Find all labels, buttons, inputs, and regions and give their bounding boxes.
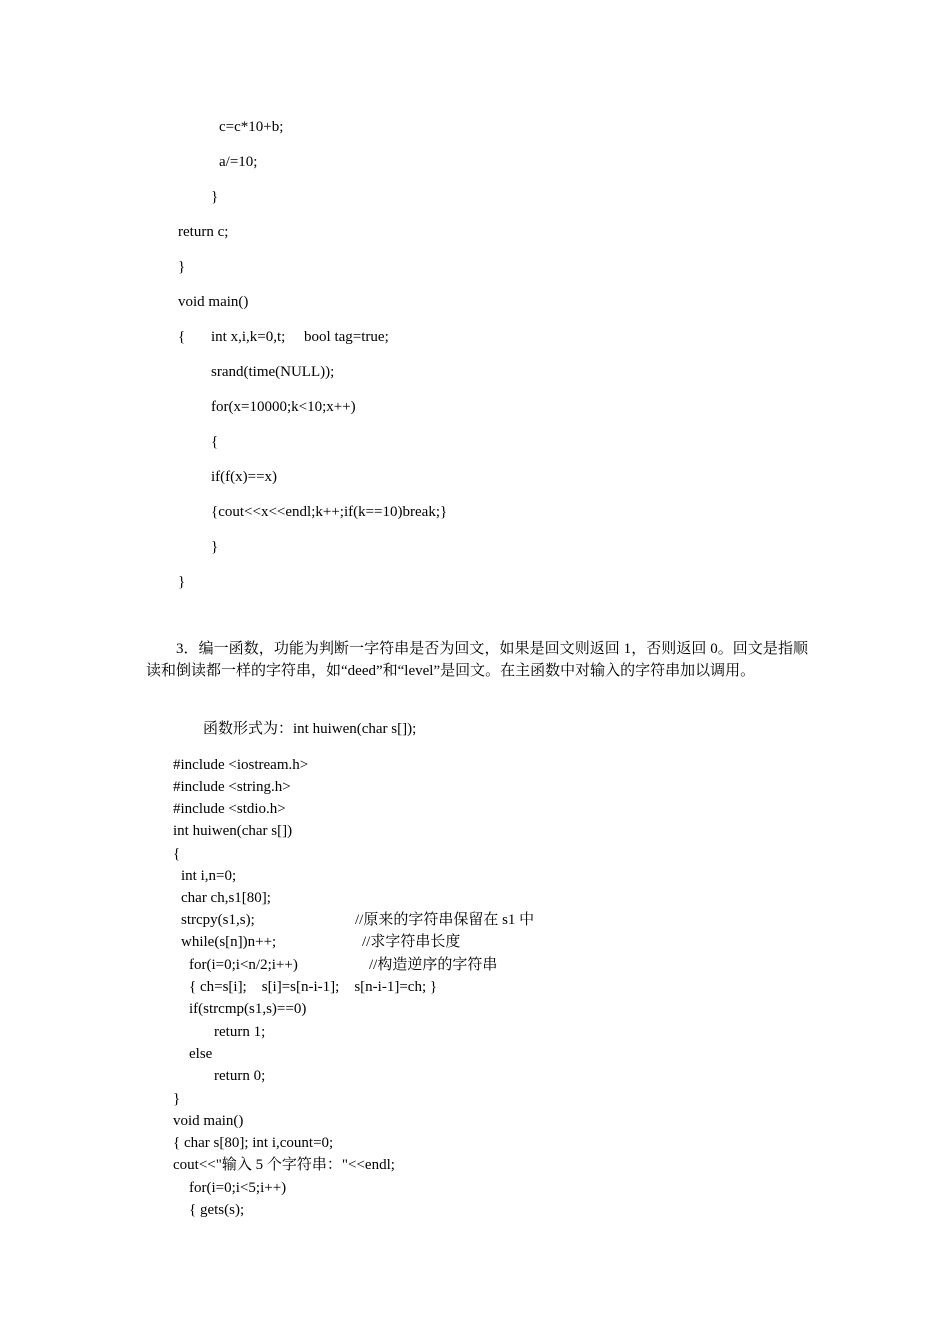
code-line: { xyxy=(173,846,181,862)
code-line: { ch=s[i]; s[i]=s[n-i-1]; s[n-i-1]=ch; } xyxy=(189,979,438,995)
code-line: } xyxy=(211,539,219,555)
code-line: } xyxy=(178,259,186,275)
code-line: { xyxy=(178,329,186,345)
code-line: } xyxy=(211,189,219,205)
code-line: { char s[80]; int i,count=0; xyxy=(173,1135,334,1151)
code-line: int x,i,k=0,t; bool tag=true; xyxy=(211,329,389,345)
code-line: if(strcmp(s1,s)==0) xyxy=(189,1001,307,1017)
question-text: 3．编一函数，功能为判断一字符串是否为回文，如果是回文则返回 1，否则返回 0。回文是指顺读和倒读都一样的字符串，如“deed”和“level”是回文。在主函数中对输入的字符串加以调用。 xyxy=(146,641,808,679)
code-line: while(s[n])n++; xyxy=(181,934,277,950)
code-line: void main() xyxy=(178,294,249,310)
code-line: if(f(x)==x) xyxy=(211,469,278,485)
code-comment: //求字符串长度 xyxy=(362,934,461,950)
code-line: return c; xyxy=(178,224,229,240)
code-line: char ch,s1[80]; xyxy=(181,890,271,906)
code-line: { xyxy=(211,434,219,450)
function-signature: 函数形式为：int huiwen(char s[]); xyxy=(203,721,417,737)
code-line: return 0; xyxy=(214,1068,266,1084)
code-line: void main() xyxy=(173,1113,244,1129)
code-line: a/=10; xyxy=(219,154,258,170)
code-line: for(x=10000;k<10;x++) xyxy=(211,399,356,415)
code-line: return 1; xyxy=(214,1024,266,1040)
code-line: int i,n=0; xyxy=(181,868,237,884)
code-line: cout<<"输入 5 个字符串："<<endl; xyxy=(173,1157,395,1173)
code-line: {cout<<x<<endl;k++;if(k==10)break;} xyxy=(211,504,448,520)
code-line: #include <string.h> xyxy=(173,779,291,795)
code-comment: //原来的字符串保留在 s1 中 xyxy=(355,912,535,928)
code-line: for(i=0;i<5;i++) xyxy=(189,1180,287,1196)
code-line: } xyxy=(173,1091,181,1107)
code-line: for(i=0;i<n/2;i++) xyxy=(189,957,298,973)
code-line: #include <stdio.h> xyxy=(173,801,286,817)
code-line: int huiwen(char s[]) xyxy=(173,823,293,839)
code-comment: //构造逆序的字符串 xyxy=(369,957,498,973)
code-line: } xyxy=(178,574,186,590)
code-line: { gets(s); xyxy=(189,1202,245,1218)
code-line: srand(time(NULL)); xyxy=(211,364,335,380)
code-line: #include <iostream.h> xyxy=(173,757,309,773)
code-line: c=c*10+b; xyxy=(219,119,284,135)
code-line: strcpy(s1,s); xyxy=(181,912,255,928)
code-line: else xyxy=(189,1046,213,1062)
